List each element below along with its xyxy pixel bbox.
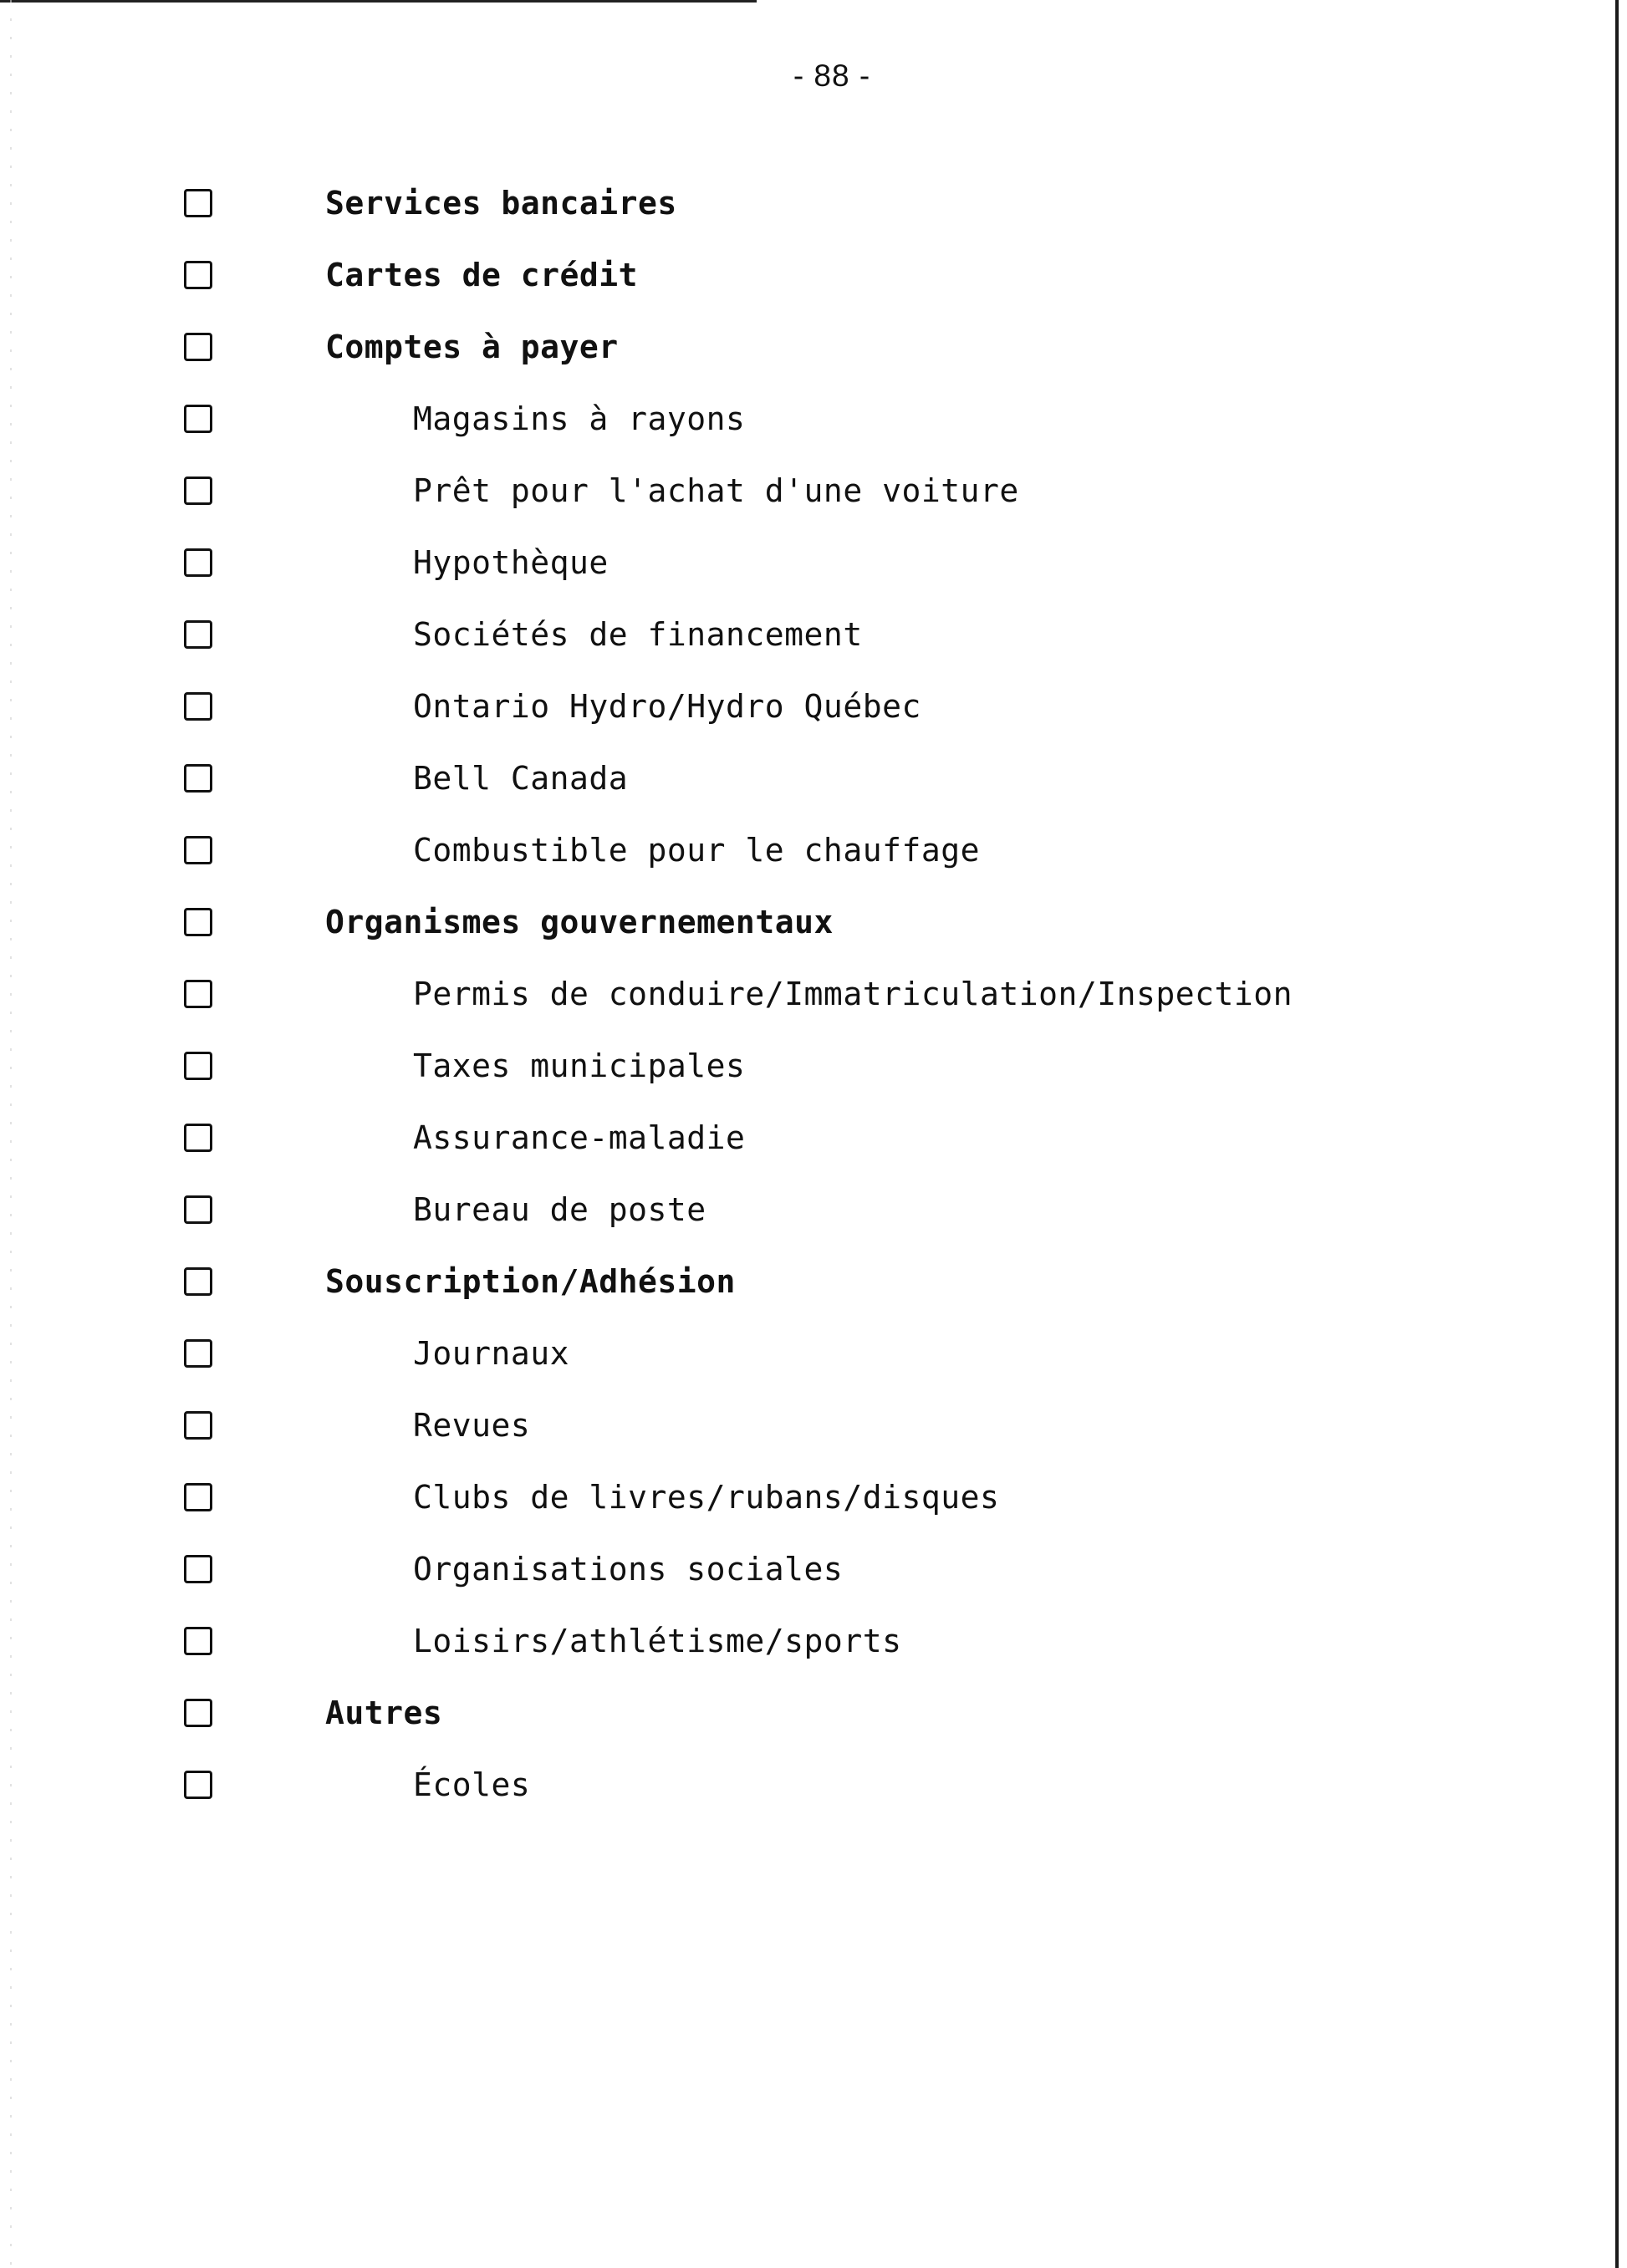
- checklist-item[interactable]: [184, 1246, 1438, 1317]
- checkbox[interactable]: [184, 1771, 212, 1799]
- checklist-subitem[interactable]: [184, 1389, 1438, 1461]
- scan-edge-speckle: [10, 0, 12, 2268]
- checkbox[interactable]: [184, 836, 212, 864]
- checkbox[interactable]: [184, 980, 212, 1008]
- checkbox[interactable]: [184, 1411, 212, 1440]
- checklist-subitem[interactable]: [184, 1605, 1438, 1677]
- checklist-item[interactable]: [184, 239, 1438, 311]
- checklist-subitem[interactable]: [184, 1030, 1438, 1102]
- checklist-item-label: Sociétés de financement: [413, 616, 863, 653]
- checklist-subitem[interactable]: [184, 1461, 1438, 1533]
- checklist-subitem[interactable]: [184, 527, 1438, 599]
- checklist-subitem[interactable]: [184, 1102, 1438, 1174]
- checklist-item-label: Clubs de livres/rubans/disques: [413, 1479, 1000, 1516]
- checklist-subitem[interactable]: [184, 742, 1438, 814]
- checklist-item-label: Écoles: [413, 1766, 531, 1803]
- checklist-item[interactable]: [184, 886, 1438, 958]
- checklist-item-label: Autres: [325, 1695, 443, 1731]
- checklist-item-label: Organisations sociales: [413, 1551, 844, 1588]
- checklist-item-label: Taxes municipales: [413, 1047, 746, 1084]
- checklist-subitem[interactable]: [184, 383, 1438, 455]
- checklist: [184, 167, 1438, 1821]
- checklist-item-label: Journaux: [413, 1335, 570, 1372]
- checklist-item-label: Bell Canada: [413, 760, 629, 797]
- checklist-item-label: Hypothèque: [413, 544, 609, 581]
- checkbox[interactable]: [184, 477, 212, 505]
- checklist-item-label: Revues: [413, 1407, 531, 1444]
- checklist-subitem[interactable]: [184, 599, 1438, 670]
- checklist-item-label: Combustible pour le chauffage: [413, 832, 980, 869]
- checklist-item-label: Assurance-maladie: [413, 1119, 746, 1156]
- checkbox[interactable]: [184, 548, 212, 577]
- checklist-subitem[interactable]: [184, 455, 1438, 527]
- checkbox[interactable]: [184, 1124, 212, 1152]
- checkbox[interactable]: [184, 1339, 212, 1368]
- checklist-item-label: Prêt pour l'achat d'une voiture: [413, 472, 1019, 509]
- checklist-subitem[interactable]: [184, 958, 1438, 1030]
- checkbox[interactable]: [184, 620, 212, 649]
- checklist-subitem[interactable]: [184, 670, 1438, 742]
- top-rule: [0, 0, 757, 3]
- checkbox[interactable]: [184, 1699, 212, 1727]
- checkbox[interactable]: [184, 1627, 212, 1655]
- checkbox[interactable]: [184, 405, 212, 433]
- checklist-item-label: Comptes à payer: [325, 329, 619, 365]
- checklist-item-label: Loisirs/athlétisme/sports: [413, 1623, 902, 1659]
- checklist-subitem[interactable]: [184, 1317, 1438, 1389]
- checklist-subitem[interactable]: [184, 814, 1438, 886]
- checklist-item-label: Souscription/Adhésion: [325, 1263, 736, 1300]
- checklist-item-label: Permis de conduire/Immatriculation/Inspection: [413, 976, 1293, 1012]
- checklist-item[interactable]: [184, 167, 1438, 239]
- checklist-subitem[interactable]: [184, 1749, 1438, 1821]
- checkbox[interactable]: [184, 1052, 212, 1080]
- checkbox[interactable]: [184, 189, 212, 217]
- checkbox[interactable]: [184, 333, 212, 361]
- checkbox[interactable]: [184, 1483, 212, 1511]
- checkbox[interactable]: [184, 261, 212, 289]
- page-number: - 88 -: [793, 59, 871, 93]
- checklist-item[interactable]: [184, 1677, 1438, 1749]
- checkbox[interactable]: [184, 692, 212, 721]
- checklist-item[interactable]: [184, 311, 1438, 383]
- checkbox[interactable]: [184, 1555, 212, 1583]
- checklist-subitem[interactable]: [184, 1174, 1438, 1246]
- right-page-border: [1615, 0, 1619, 2268]
- checkbox[interactable]: [184, 908, 212, 936]
- checklist-item-label: Services bancaires: [325, 185, 677, 222]
- checklist-subitem[interactable]: [184, 1533, 1438, 1605]
- checkbox[interactable]: [184, 764, 212, 793]
- checklist-item-label: Magasins à rayons: [413, 400, 746, 437]
- checklist-item-label: Ontario Hydro/Hydro Québec: [413, 688, 921, 725]
- checkbox[interactable]: [184, 1195, 212, 1224]
- checklist-item-label: Organismes gouvernementaux: [325, 904, 834, 940]
- checkbox[interactable]: [184, 1267, 212, 1296]
- checklist-item-label: Cartes de crédit: [325, 257, 639, 293]
- checklist-item-label: Bureau de poste: [413, 1191, 706, 1228]
